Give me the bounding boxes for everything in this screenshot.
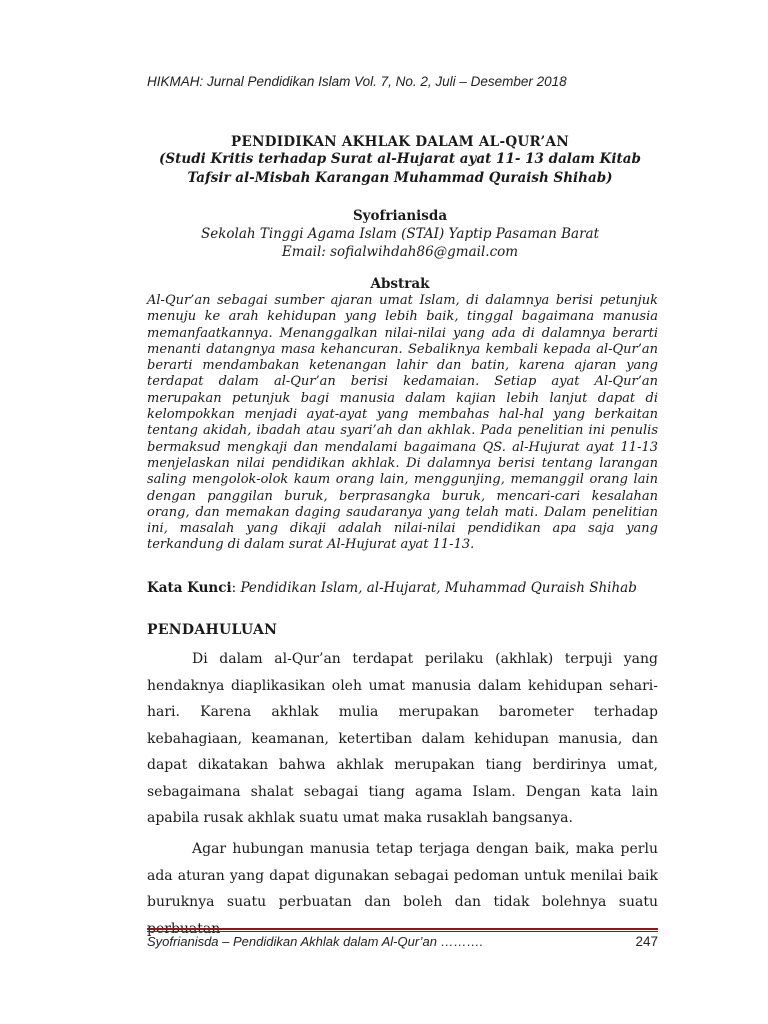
keywords-values: Pendidikan Islam, al-Hujarat, Muhammad Quraish Shihab — [240, 580, 637, 596]
section-heading: PENDAHULUAN — [147, 622, 278, 638]
page-number: 247 — [635, 934, 658, 949]
keywords-label: Kata Kunci — [147, 580, 232, 596]
body-paragraph: Di dalam al-Qur’an terdapat perilaku (akhlak) terpuji yang hendaknya diaplikasikan oleh umat manusia dalam kehidupan sehari-hari. Karena akhlak mulia merupakan barometer terhadap kebahagiaan, keamanan, ketertiban dalam kehidupan manusia, dan dapat dikatakan bahwa akhlak merupakan tiang berdirinya umat, sebagaimana shalat sebagai tiang agama Islam. Dengan kata lain apabila rusak akhlak suatu umat maka rusaklah bangsanya. — [147, 651, 658, 826]
author-block — [140, 207, 660, 261]
keywords — [147, 580, 637, 596]
running-head: HIKMAH: Jurnal Pendidikan Islam Vol. 7, No. 2, Juli – Desember 2018 — [147, 74, 567, 89]
abstract-text: Al-Qur’an sebagai sumber ajaran umat Islam, di dalamnya berisi petunjuk menuju ke arah kehidupan yang lebih baik, tinggal bagaimana manusia memanfaatkannya. Menanggalkan nilai-nilai yang ada di dalamnya berarti menanti datangnya masa kehancuran. Sebaliknya kembali kepada al-Qur’an berarti mendambakan ketenangan lahir dan batin, karena ajaran yang terdapat dalam al-Qur’an berisi kedamaian. Setiap ayat Al-Qur’an merupakan petunjuk bagi manusia dalam kajian lebih lanjut dapat di kelompokkan menjadi ayat-ayat yang membahas hal-hal yang berkaitan tentang akidah, ibadah atau syari’ah dan akhlak. Pada penelitian ini penulis bermaksud mengkaji dan mendalami bagaimana QS. al-Hujurat ayat 11-13 menjelaskan nilai pendidikan akhlak. Di dalamnya berisi tentang larangan saling mengolok-olok kaum orang lain, menggunjing, memanggil orang lain dengan panggilan buruk, berprasangka buruk, mencari-cari kesalahan orang, dan memakan daging saudaranya yang telah mati. Dalam penelitian ini, masalah yang dikaji adalah nilai-nilai pendidikan apa saja yang terkandung di dalam surat Al-Hujurat ayat 11-13. — [147, 293, 658, 553]
author-email: Email: sofialwihdah86@gmail.com — [281, 244, 519, 260]
footer-running-title: Syofrianisda – Pendidikan Akhlak dalam Al-Qur’an ………. — [147, 934, 484, 949]
abstract-heading: Abstrak — [370, 276, 430, 292]
author-name: Syofrianisda — [352, 208, 448, 224]
article-subtitle: (Studi Kritis terhadap Surat al-Hujarat ayat 11- 13 dalam Kitab Tafsir al-Misbah Karangan Muhammad Quraish Shihab) — [159, 151, 641, 186]
author-affiliation: Sekolah Tinggi Agama Islam (STAI) Yaptip Pasaman Barat — [201, 226, 599, 242]
title-block — [140, 134, 660, 188]
article-title: PENDIDIKAN AKHLAK DALAM AL-QUR’AN — [231, 134, 569, 150]
footer-rule — [147, 928, 658, 932]
keywords-separator: : — [231, 580, 241, 596]
body-paragraph: Agar hubungan manusia tetap terjaga dengan baik, maka perlu ada aturan yang dapat digunakan sebagai pedoman untuk menilai baik buruknya suatu perbuatan dan boleh dan tidak bolehnya suatu perbuatan — [147, 841, 658, 937]
